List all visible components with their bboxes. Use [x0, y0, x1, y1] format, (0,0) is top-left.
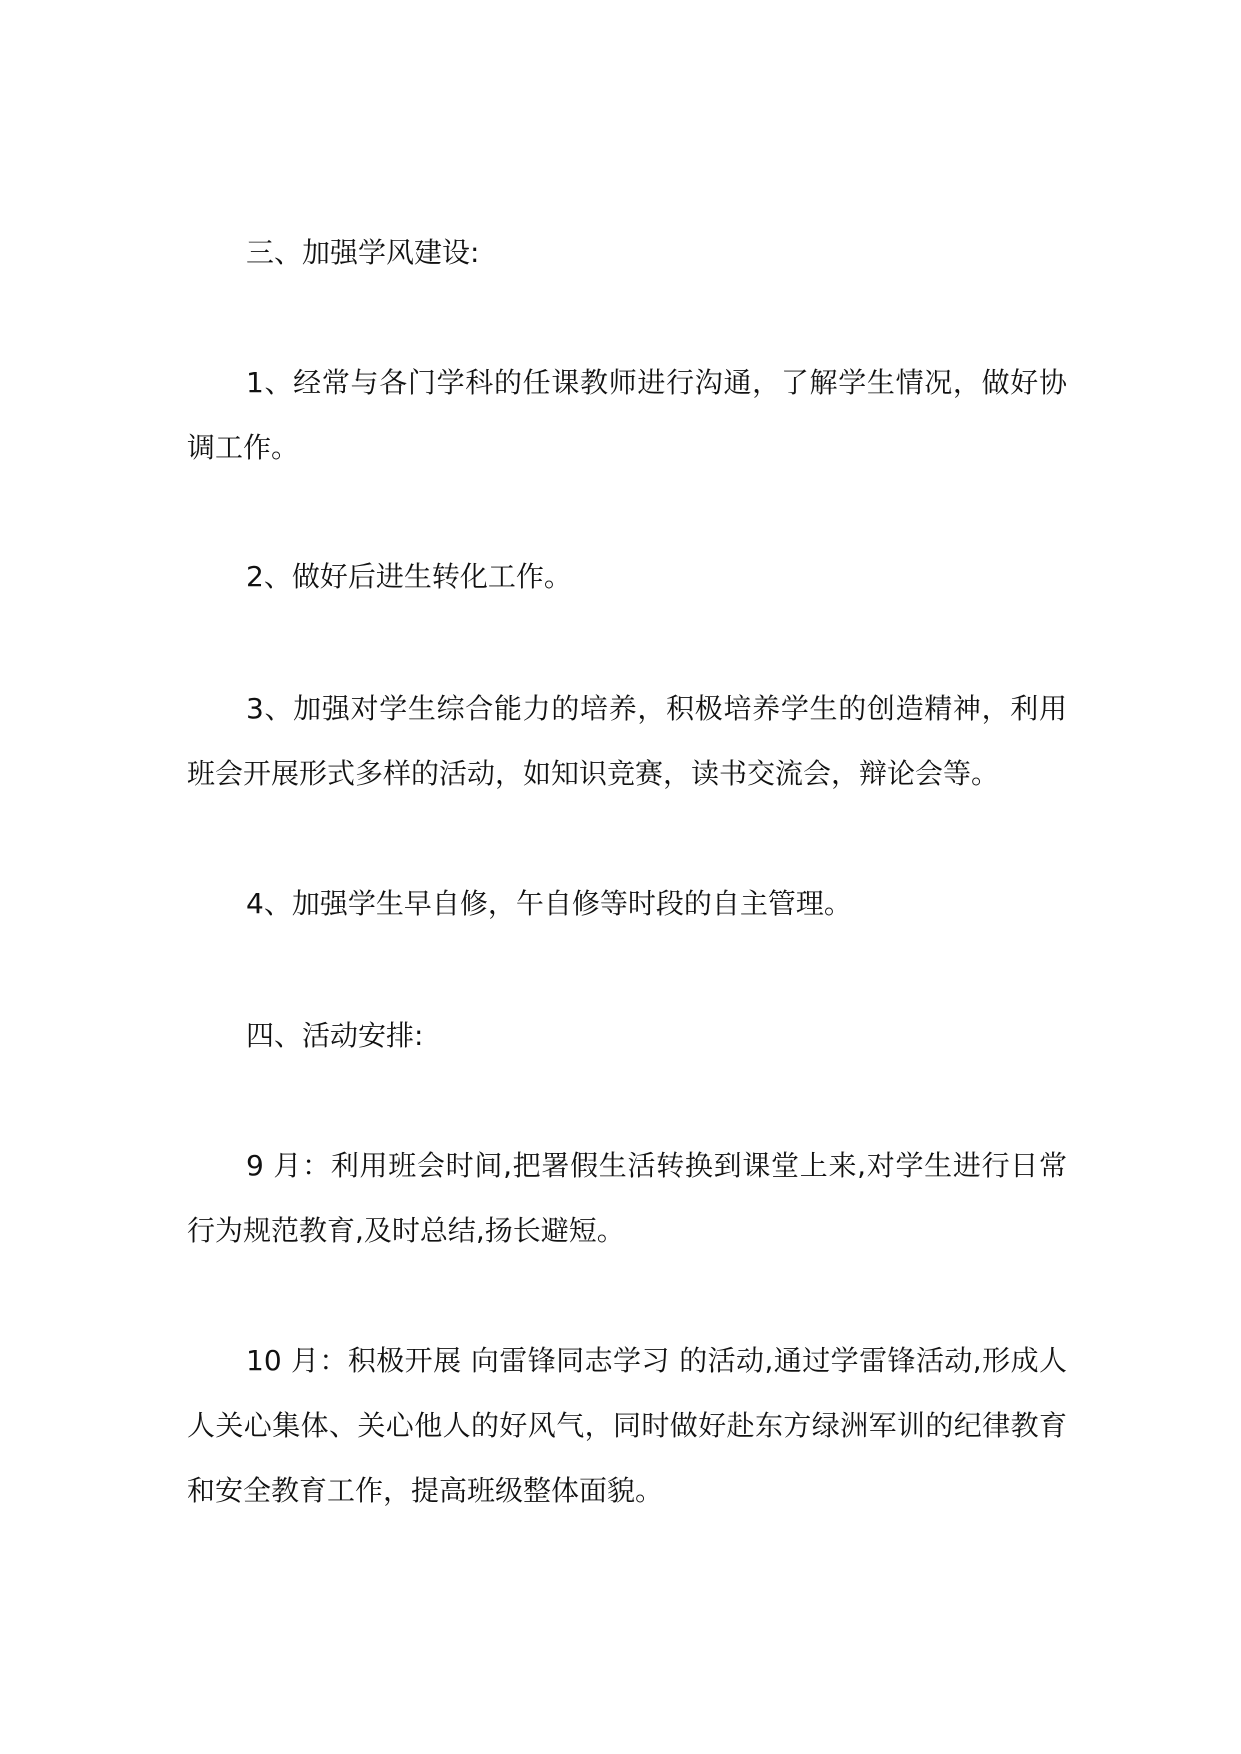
- list-item-struggling-students: 2、做好后进生转化工作。: [246, 560, 572, 593]
- schedule-item-october: 10 月：积极开展 向雷锋同志学习 的活动,通过学雷锋活动,形成人人关心集体、关心他人的好风气，同时做好赴东方绿洲军训的纪律教育和安全教育工作，提高班级整体面貌。: [187, 1344, 1067, 1507]
- list-item-self-study-management: 4、加强学生早自修，午自修等时段的自主管理。: [246, 887, 852, 920]
- section-heading-activity-schedule: 四、活动安排:: [246, 1019, 424, 1052]
- schedule-item-september: 9 月：利用班会时间,把署假生活转换到课堂上来,对学生进行日常行为规范教育,及时总结,扬长避短。: [187, 1149, 1067, 1247]
- list-item-teacher-communication: 1、经常与各门学科的任课教师进行沟通，了解学生情况，做好协调工作。: [187, 366, 1067, 464]
- section-heading-study-style: 三、加强学风建设:: [246, 236, 480, 269]
- list-item-comprehensive-ability: 3、加强对学生综合能力的培养，积极培养学生的创造精神，利用班会开展形式多样的活动，如知识竞赛，读书交流会，辩论会等。: [187, 692, 1067, 790]
